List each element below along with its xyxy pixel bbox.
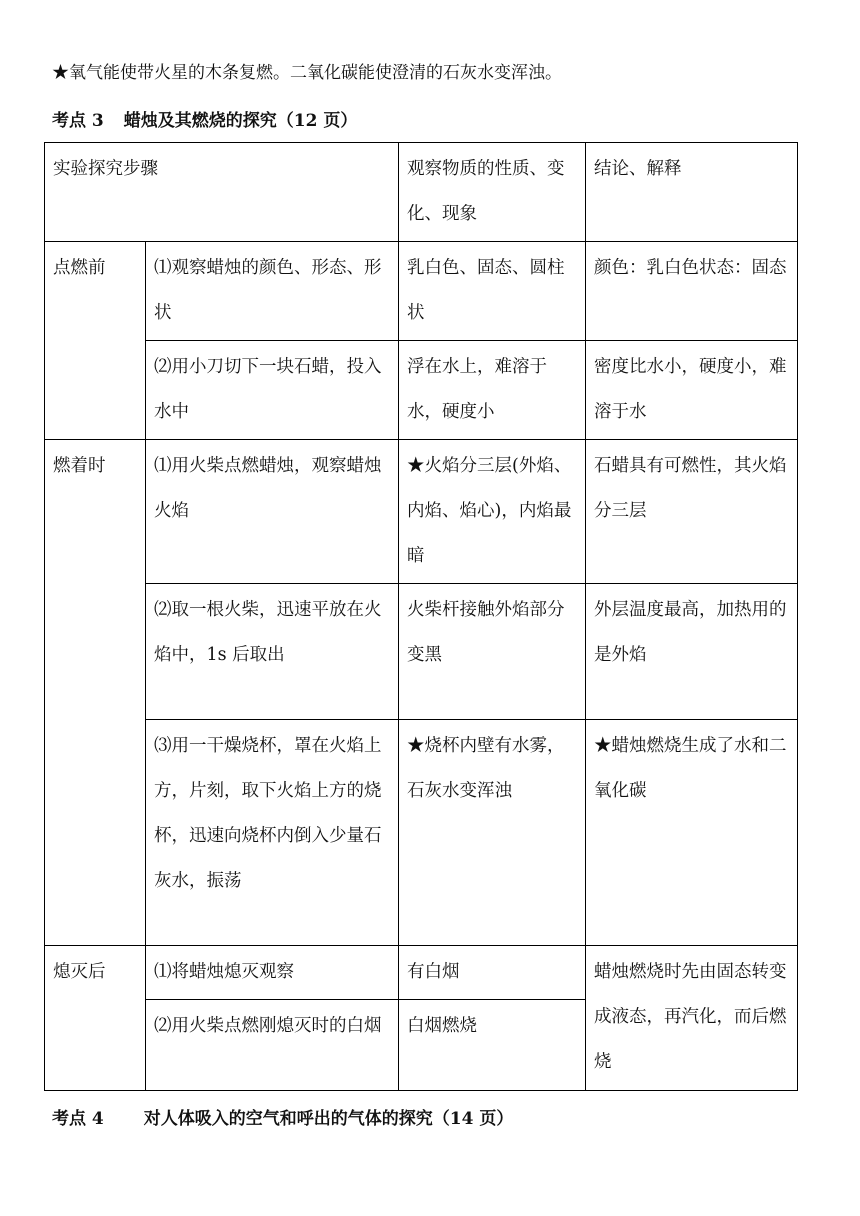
section-3-heading <box>52 108 357 134</box>
section-4-label: 考点 4 <box>52 1109 104 1129</box>
table-row <box>45 946 798 1000</box>
table-header-row <box>45 143 798 242</box>
table-row <box>45 242 798 341</box>
observe-cell: 有白烟 <box>399 946 586 1000</box>
section-4-title: 对人体吸入的空气和呼出的气体的探究（14 页） <box>143 1109 514 1129</box>
step-cell: ⑴将蜡烛熄灭观察 <box>146 946 399 1000</box>
observe-cell: 乳白色、固态、圆柱状 <box>399 242 586 341</box>
step-cell: ⑴观察蜡烛的颜色、形态、形状 <box>146 242 399 341</box>
stage-after: 熄灭后 <box>45 946 146 1091</box>
table-row <box>45 341 798 440</box>
header-conclusion: 结论、解释 <box>586 143 798 242</box>
header-steps: 实验探究步骤 <box>45 143 399 242</box>
step-cell: ⑵用火柴点燃刚熄灭时的白烟 <box>146 1000 399 1091</box>
table-row <box>45 720 798 946</box>
conclusion-cell: 外层温度最高，加热用的是外焰 <box>586 584 798 720</box>
observe-cell: 白烟燃烧 <box>399 1000 586 1091</box>
observe-cell: 浮在水上，难溶于水，硬度小 <box>399 341 586 440</box>
observe-cell: ★火焰分三层(外焰、内焰、焰心)，内焰最暗 <box>399 440 586 584</box>
table-row <box>45 440 798 584</box>
observe-cell: 火柴杆接触外焰部分变黑 <box>399 584 586 720</box>
conclusion-cell: ★蜡烛燃烧生成了水和二氧化碳 <box>586 720 798 946</box>
section-4-heading <box>52 1106 513 1132</box>
conclusion-cell: 密度比水小，硬度小，难溶于水 <box>586 341 798 440</box>
step-cell: ⑵用小刀切下一块石蜡，投入水中 <box>146 341 399 440</box>
stage-before: 点燃前 <box>45 242 146 440</box>
candle-experiment-table <box>44 142 798 1091</box>
section-3-title: 蜡烛及其燃烧的探究（12 页） <box>123 111 358 131</box>
observe-cell: ★烧杯内壁有水雾，石灰水变浑浊 <box>399 720 586 946</box>
conclusion-cell: 颜色：乳白色状态：固态 <box>586 242 798 341</box>
header-observe: 观察物质的性质、变化、现象 <box>399 143 586 242</box>
step-cell: ⑵取一根火柴，迅速平放在火焰中，1s 后取出 <box>146 584 399 720</box>
step-cell: ⑶用一干燥烧杯，罩在火焰上方，片刻，取下火焰上方的烧杯，迅速向烧杯内倒入少量石灰水，振荡 <box>146 720 399 946</box>
step-cell: ⑴用火柴点燃蜡烛，观察蜡烛火焰 <box>146 440 399 584</box>
conclusion-cell: 石蜡具有可燃性，其火焰分三层 <box>586 440 798 584</box>
stage-burning: 燃着时 <box>45 440 146 946</box>
intro-line: ★氧气能使带火星的木条复燃。二氧化碳能使澄清的石灰水变浑浊。 <box>52 63 562 83</box>
table-row <box>45 584 798 720</box>
conclusion-cell: 蜡烛燃烧时先由固态转变成液态，再汽化，而后燃烧 <box>586 946 798 1091</box>
section-3-label: 考点 3 <box>52 111 104 131</box>
